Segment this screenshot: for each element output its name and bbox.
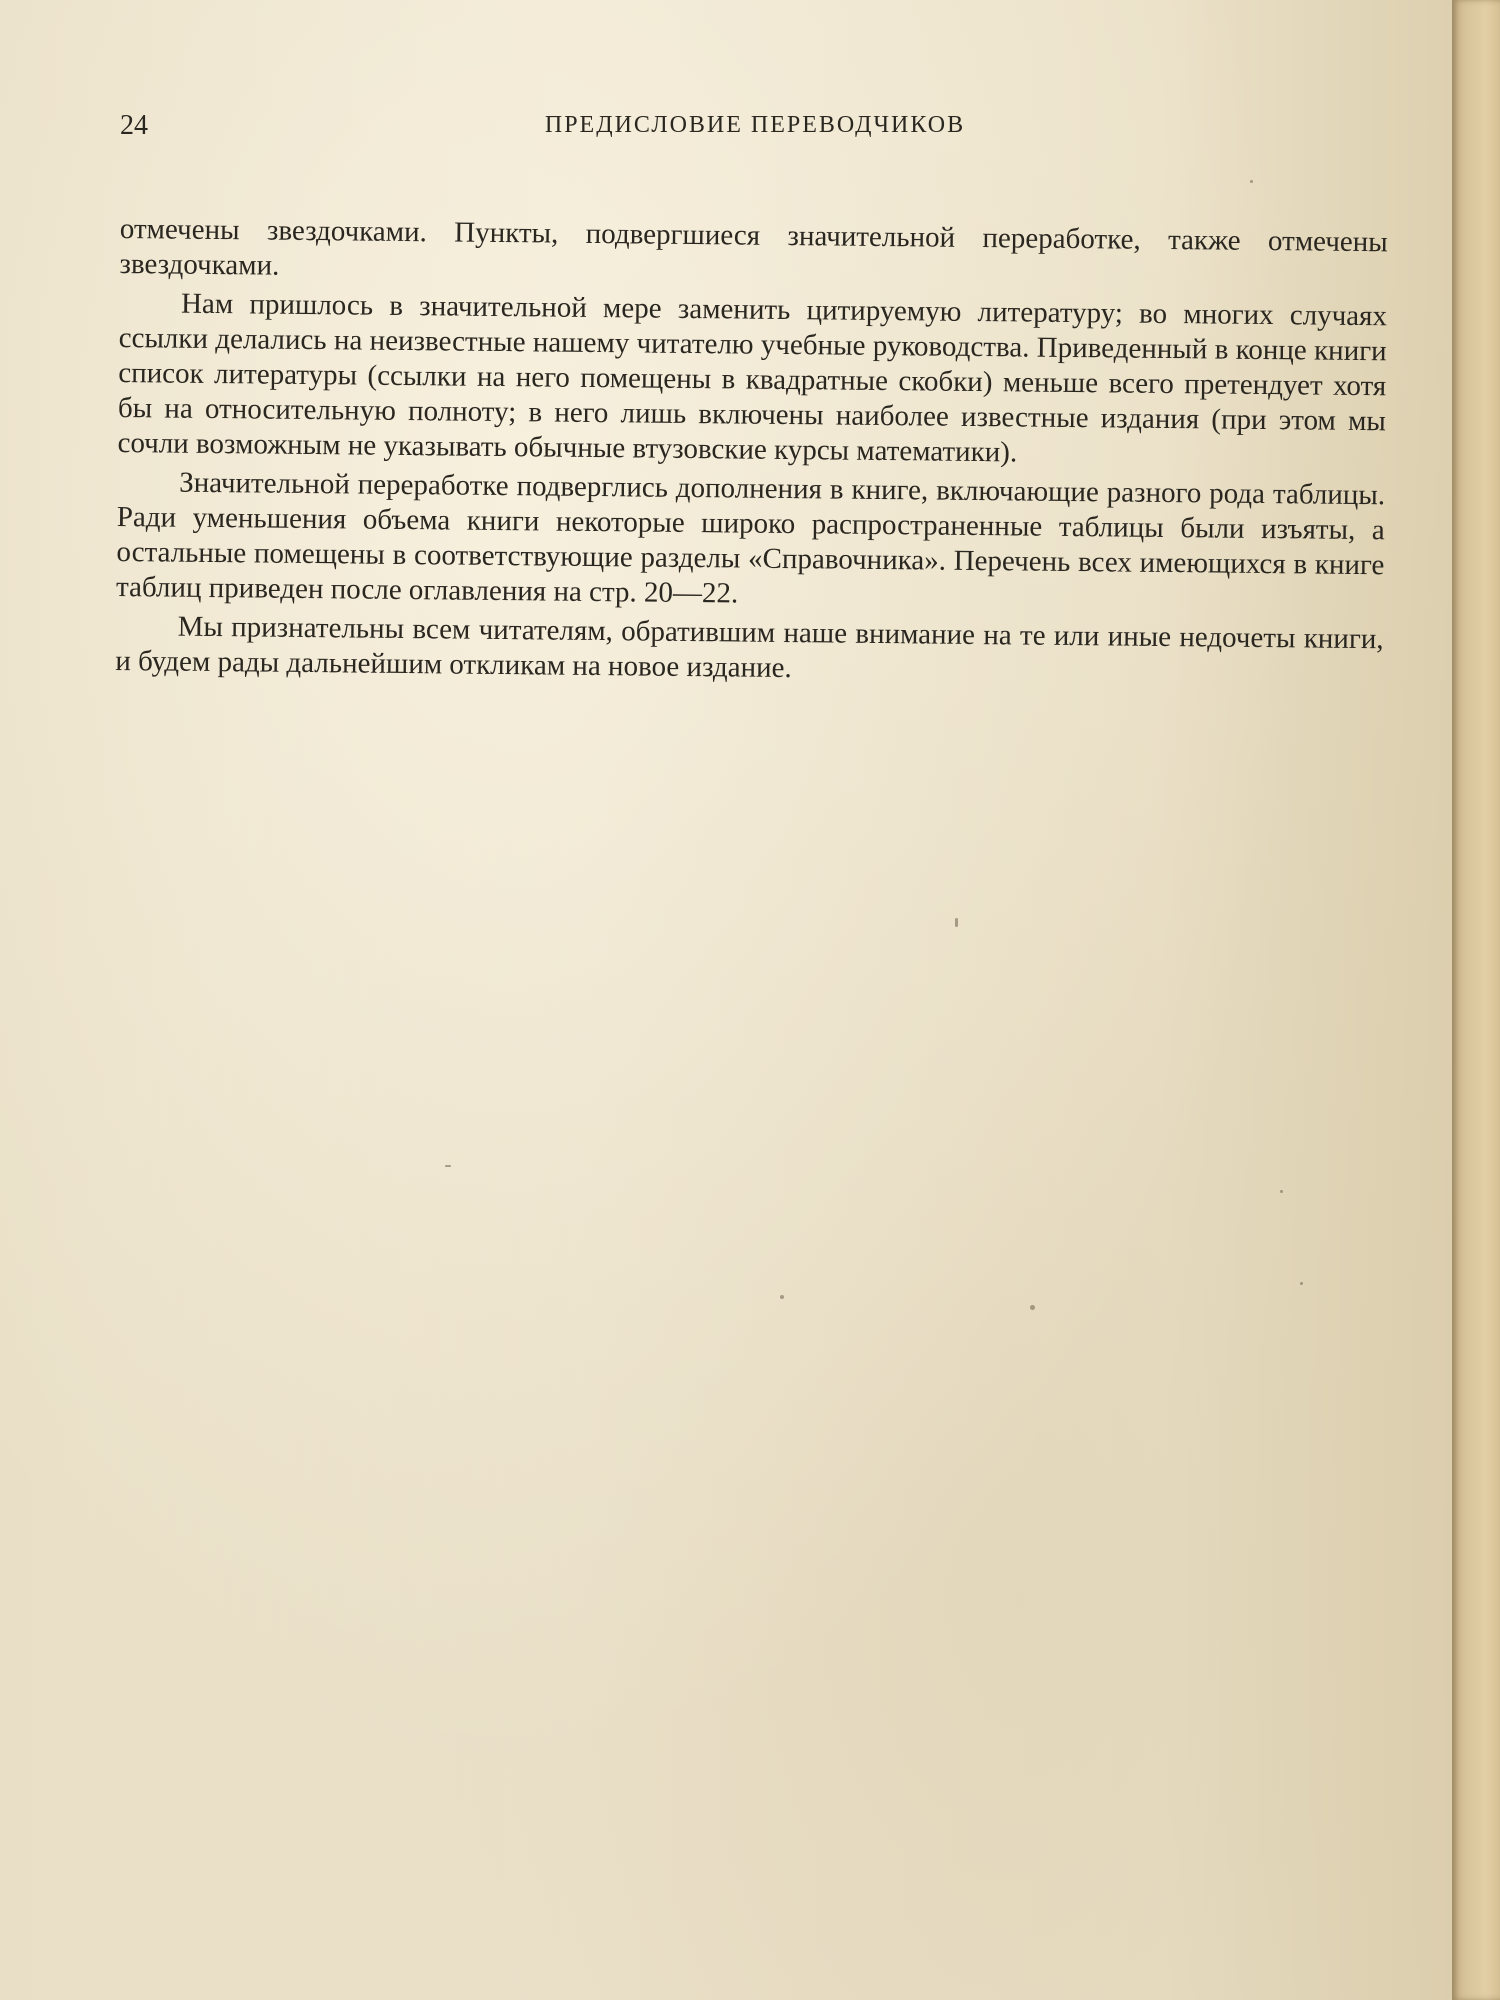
paper-speck [780,1295,784,1299]
running-title: ПРЕДИСЛОВИЕ ПЕРЕВОДЧИКОВ [544,112,966,138]
paper-speck [1250,180,1253,183]
paper-speck [1030,1305,1035,1310]
body-text [115,212,1388,696]
paper-speck [445,1165,451,1167]
paper-speck [955,918,958,927]
paper-speck [1300,1282,1303,1285]
paper-speck [1280,1190,1283,1193]
paragraph-literature: Нам пришлось в значительной мере заменить цитируемую литературу; во многих случаях ссылки делались на неизвестные нашему читателю учебные руководства. Приведенный в конце книги список литературы (ссылки на него помещены в квадратные скобки) меньше всего претендует хотя бы на относительную полноту; в него лишь включены наиболее известные издания (при этом мы сочли возможным не указывать обычные втузовские курсы математики). [117,287,1388,469]
paragraph-tables: Значительной переработке подверглись дополнения в книге, включающие разного рода таблицы. Ради уменьшения объема книги некоторые широко распространенные таблицы были изъяты, а остальные помещены в соответствующие разделы «Справочника». Перечень всех имеющихся в книге таблиц приведен после оглавления на стр. 20—22. [115,466,1386,610]
paragraph-continuation: отмечены звездочками. Пункты, подвергшиеся значительной переработке, также отмечены звездочками. [119,212,1388,282]
page-number: 24 [120,110,148,141]
page-header [120,110,1390,150]
paragraph-gratitude: Мы признательны всем читателям, обратившим наше внимание на те или иные недочеты книги, и будем рады дальнейшим откликам на новое издание. [115,610,1384,685]
page-edge [1452,0,1500,2000]
